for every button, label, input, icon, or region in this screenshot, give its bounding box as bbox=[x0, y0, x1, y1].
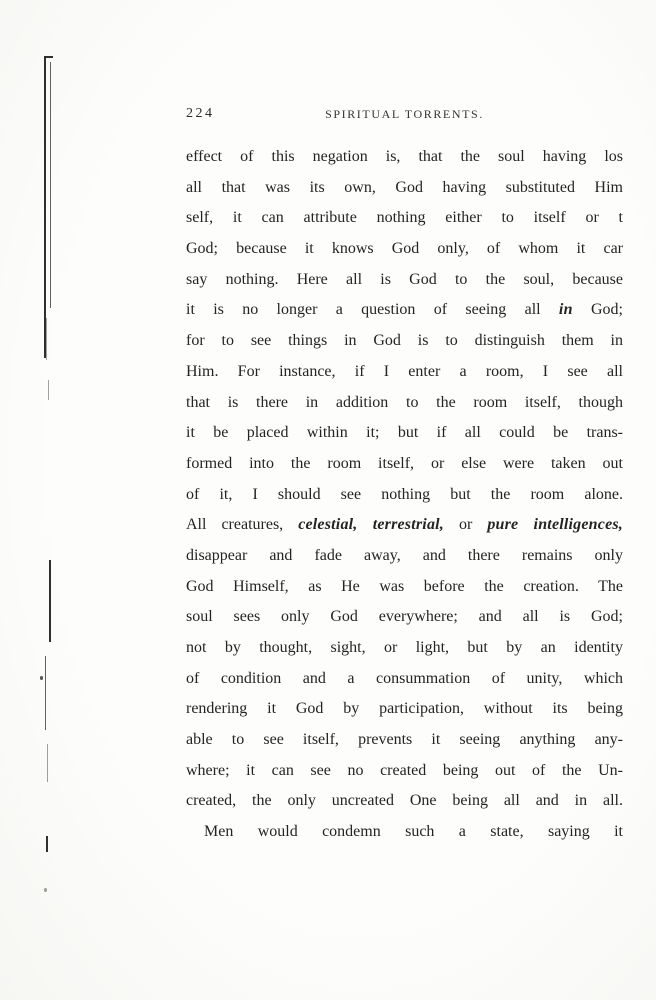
scan-artifact bbox=[44, 58, 46, 358]
text-segment: formed into the room itself, or else were taken out bbox=[186, 454, 623, 472]
text-line bbox=[186, 694, 623, 725]
text-segment: of condition and a consummation of unity, which bbox=[186, 669, 623, 687]
text-segment: it be placed within it; but if all could be trans- bbox=[186, 424, 623, 442]
text-line bbox=[186, 602, 623, 633]
italic-text: pure intelligences, bbox=[487, 516, 624, 534]
text-segment: of it, I should see nothing but the room alone. bbox=[186, 485, 623, 503]
text-line bbox=[186, 633, 623, 664]
running-head-title: SPIRITUAL TORRENTS. bbox=[325, 107, 484, 121]
text-line bbox=[186, 572, 623, 603]
text-segment: not by thought, sight, or light, but by an identity bbox=[186, 639, 623, 656]
italic-text: in bbox=[558, 301, 573, 319]
text-segment: God Himself, as He was before the creation. The bbox=[186, 577, 623, 595]
text-segment: disappear and fade away, and there remains only bbox=[186, 546, 623, 564]
page-header bbox=[186, 106, 623, 126]
text-line bbox=[186, 357, 623, 388]
text-line bbox=[186, 725, 623, 756]
text-line bbox=[186, 142, 623, 173]
text-segment: say nothing. Here all is God to the soul, because bbox=[186, 270, 623, 288]
text-segment: rendering it God by participation, without its being bbox=[186, 700, 623, 718]
text-segment: able to see itself, prevents it seeing anything any- bbox=[186, 731, 623, 749]
text-segment: Him. For instance, if I enter a room, I see all bbox=[186, 362, 623, 380]
text-segment: it is no longer a question of seeing all bbox=[186, 301, 559, 319]
scan-artifact bbox=[50, 62, 51, 308]
body-lines bbox=[186, 142, 623, 848]
scan-artifact bbox=[48, 380, 49, 400]
text-segment: soul sees only God everywhere; and all is God; bbox=[186, 608, 623, 626]
scan-artifact bbox=[49, 560, 51, 642]
text-line bbox=[186, 541, 623, 572]
text-segment: effect of this negation is, that the soul having los bbox=[186, 148, 623, 165]
text-line bbox=[186, 295, 623, 326]
scan-artifact bbox=[46, 836, 48, 852]
italic-text: celestial, terrestrial, bbox=[298, 516, 444, 534]
scan-artifact bbox=[47, 744, 48, 782]
text-line bbox=[186, 388, 623, 419]
text-segment: God; because it knows God only, of whom it car bbox=[186, 240, 623, 258]
text-segment: for to see things in God is to distinguish them in bbox=[186, 332, 623, 350]
scan-artifact bbox=[40, 676, 43, 680]
text-line bbox=[186, 786, 623, 817]
text-line bbox=[186, 817, 623, 848]
scan-artifact bbox=[45, 656, 46, 730]
text-segment: where; it can see no created being out of the Un- bbox=[186, 761, 623, 779]
text-line bbox=[186, 203, 623, 234]
text-line bbox=[186, 173, 623, 204]
text-segment: or bbox=[444, 516, 488, 534]
text-segment: that is there in addition to the room itself, though bbox=[186, 393, 623, 411]
text-line bbox=[186, 326, 623, 357]
page-number: 224 bbox=[186, 106, 215, 121]
text-segment: Men would condemn such a state, saying it bbox=[204, 823, 623, 841]
text-line bbox=[186, 234, 623, 265]
scan-artifact bbox=[44, 888, 47, 892]
text-segment: self, it can attribute nothing either to itself or t bbox=[186, 209, 623, 227]
text-segment: God; bbox=[572, 301, 624, 319]
text-segment: All creatures, bbox=[186, 516, 299, 534]
scan-artifact bbox=[46, 318, 47, 360]
text-line bbox=[186, 265, 623, 296]
text-line bbox=[186, 510, 623, 541]
text-line bbox=[186, 449, 623, 480]
text-line bbox=[186, 418, 623, 449]
text-line bbox=[186, 756, 623, 787]
text-segment: all that was its own, God having substituted Him bbox=[186, 178, 623, 196]
text-line bbox=[186, 664, 623, 695]
text-line bbox=[186, 480, 623, 511]
text-segment: created, the only uncreated One being all and in all. bbox=[186, 792, 623, 810]
